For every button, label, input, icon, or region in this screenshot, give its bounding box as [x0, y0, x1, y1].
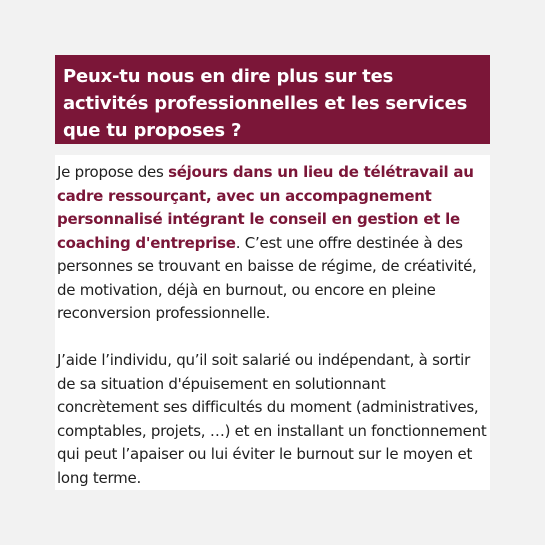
- answer-highlight-text: séjours dans un lieu de télétravail au cadre ressourçant, avec un accompagnement personnalisé intégrant le conseil en gestion et le coaching d'entreprise: [57, 163, 474, 252]
- answer-intro-text: Je propose des: [57, 163, 169, 181]
- answer-paragraph-1: [57, 161, 490, 326]
- answer-panel: [55, 155, 490, 490]
- question-text: Peux-tu nous en dire plus sur tes activités professionnelles et les services que tu proposes ?: [63, 66, 468, 141]
- answer-paragraph-2: J’aide l’individu, qu’il soit salarié ou indépendant, à sortir de sa situation d'épuisement en solutionnant concrètement ses difficultés du moment (administratives, comptables, projets, …) et en installant un fonctionnement qui peut l’apaiser ou lui éviter le burnout sur le moyen et long terme.: [57, 351, 487, 487]
- answer-rest-text: . C’est une offre destinée à des personnes se trouvant en baisse de régime, de créativité, de motivation, déjà en burnout, ou encore en pleine reconversion professionnelle.: [57, 233, 477, 322]
- question-header: [55, 55, 490, 144]
